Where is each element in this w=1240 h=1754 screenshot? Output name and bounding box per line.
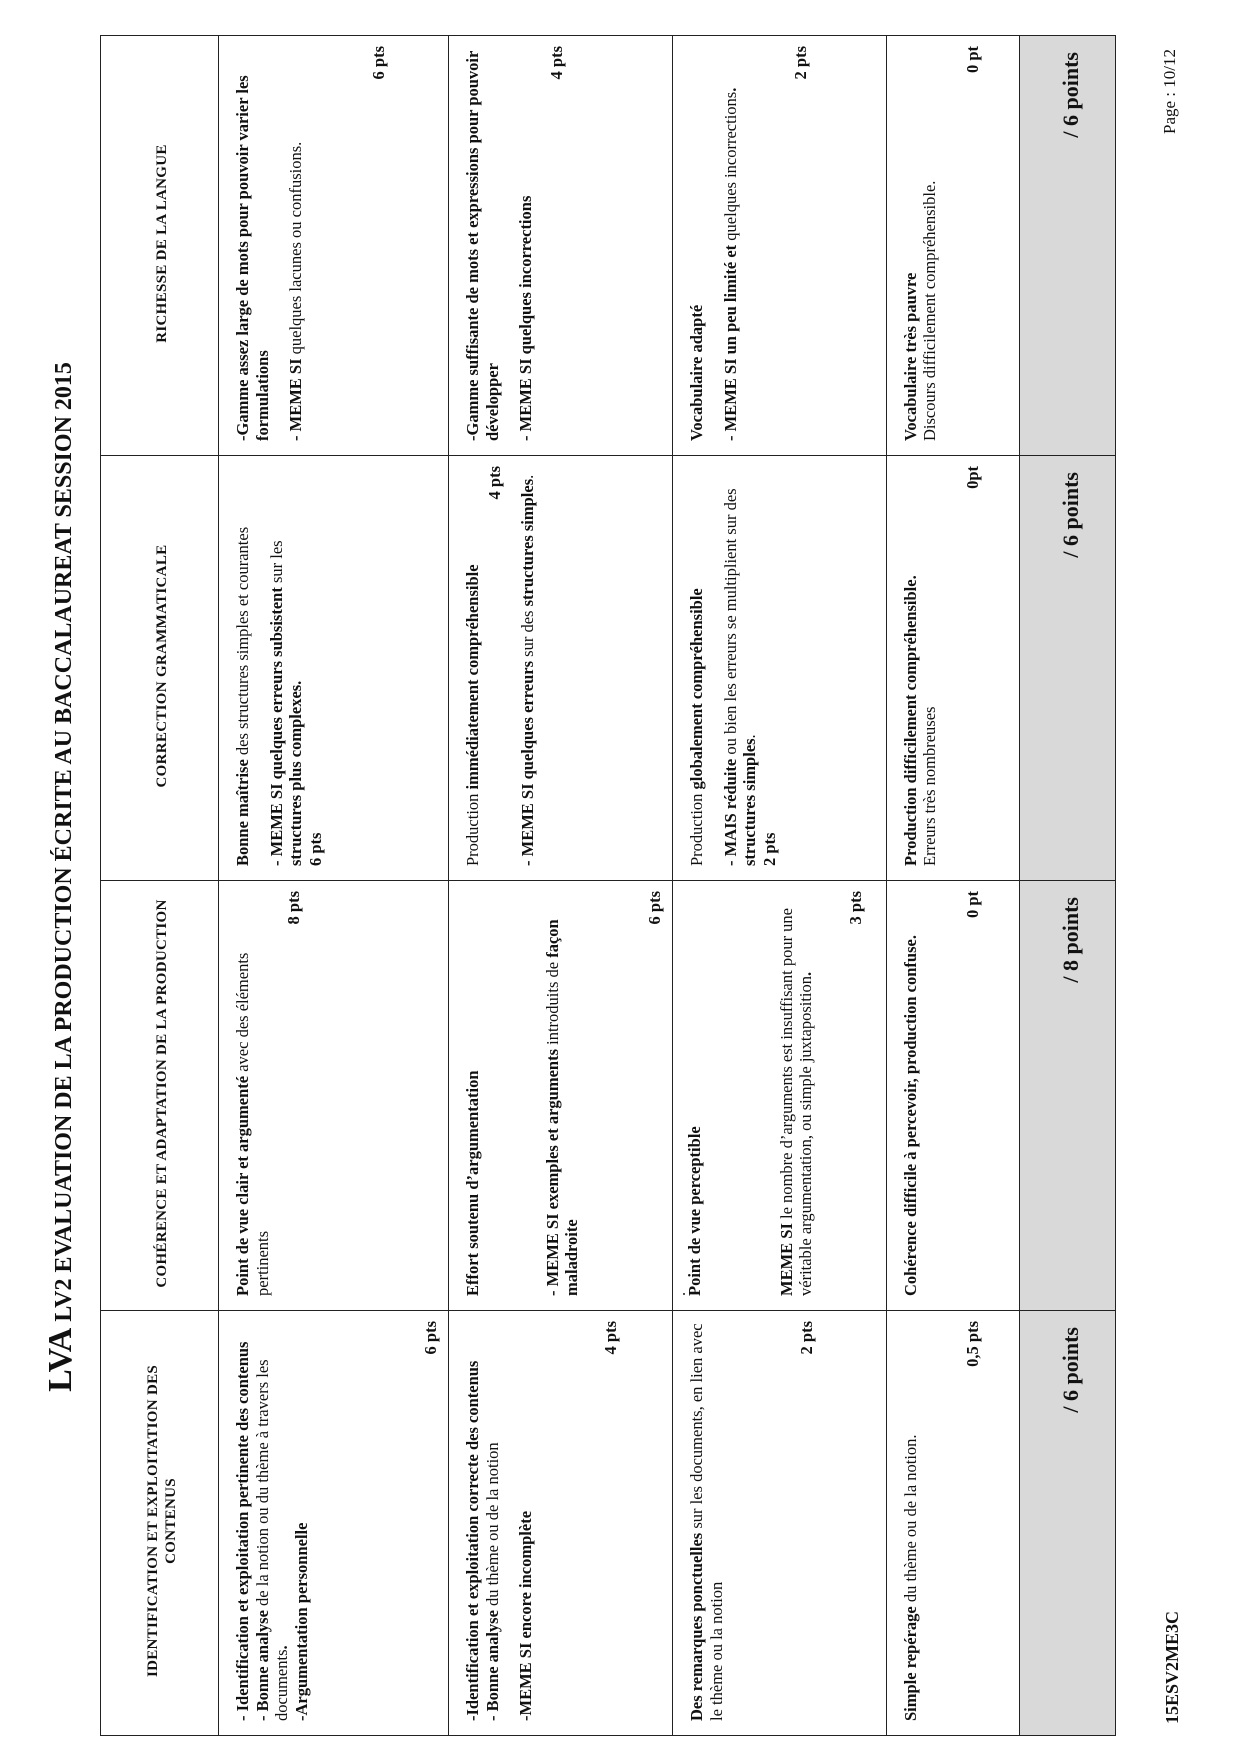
criteria-bold: . — [272, 1645, 292, 1650]
criteria-line — [687, 466, 706, 866]
criteria-cell — [670, 881, 887, 1311]
criteria-text: ou bien les erreurs se multiplient sur des — [720, 488, 740, 759]
criteria-cell — [449, 881, 673, 1311]
criteria-bold: globalement compréhensible — [687, 588, 707, 790]
criteria-bold: Point de vue clair et argumenté — [233, 1075, 253, 1296]
table-row — [449, 36, 673, 1736]
header-coherence: COHÉRENCE ET ADAPTATION DE LA PRODUCTION — [101, 881, 219, 1311]
criteria-bold: façon maladroite — [542, 919, 582, 1296]
points-value: 0pt — [962, 466, 982, 489]
criteria-bold: . — [720, 87, 740, 92]
criteria-line: Erreurs très nombreuses — [920, 706, 940, 866]
criteria-line: -Gamme assez large de mots pour pouvoir varier les formulations — [233, 75, 272, 441]
criteria-line — [267, 466, 306, 866]
criteria-line: -Gamme suffisante de mots et expressions pour pouvoir développer — [463, 50, 502, 441]
criteria-line: Effort soutenu d’argumentation — [463, 1070, 483, 1296]
criteria-line — [286, 46, 305, 441]
criteria-bold: - MAIS réduite — [720, 758, 740, 866]
criteria-text: des structures simples et courantes — [233, 526, 253, 760]
criteria-text: sur des — [518, 606, 538, 661]
header-richesse: RICHESSE DE LA LANGUE — [101, 36, 219, 456]
points-value: 4 pts — [601, 1321, 621, 1355]
criteria-cell — [886, 1311, 1020, 1736]
criteria-text: Production — [463, 789, 483, 866]
criteria-cell — [219, 456, 449, 881]
total-correction: / 6 points — [1020, 456, 1116, 881]
criteria-bold: structures simples — [740, 738, 760, 866]
points-value: 4 pts — [547, 46, 567, 80]
criteria-text: . — [518, 474, 538, 479]
points-value: 3 pts — [846, 891, 866, 925]
points-value: 0 pt — [962, 46, 982, 74]
points-value: 2 pts — [791, 46, 811, 80]
header-correction: CORRECTION GRAMMATICALE — [101, 456, 219, 881]
criteria-line: -MEME SI encore incomplète — [516, 1510, 536, 1721]
criteria-line — [687, 1321, 726, 1721]
criteria-cell — [449, 36, 673, 456]
criteria-bold: Bonne maîtrise — [233, 759, 253, 866]
criteria-line: -Argumentation personnelle — [291, 1522, 311, 1721]
criteria-line: Point de vue perceptible — [685, 1126, 705, 1296]
points-value: 0 pt — [962, 891, 982, 919]
criteria-line — [543, 891, 582, 1296]
criteria-cell — [886, 456, 1020, 881]
points-value: 6 pts — [644, 891, 664, 925]
criteria-bold: - MEME SI quelques erreurs subsistent — [266, 587, 286, 866]
criteria-line: Cohérence difficile à percevoir, production confuse. — [900, 935, 920, 1296]
criteria-line — [721, 466, 760, 866]
points-value: 2 pts — [759, 832, 779, 866]
criteria-line — [721, 46, 740, 441]
totals-row — [1020, 36, 1116, 1736]
criteria-bold: structures simples — [518, 478, 538, 607]
points-value: 6 pts — [305, 832, 325, 866]
criteria-line: Vocabulaire très pauvre — [900, 272, 920, 441]
criteria-text: sur les — [266, 540, 286, 588]
criteria-bold: structures plus complexes. — [286, 680, 306, 866]
criteria-line: -Identification et exploitation correcte des contenus — [463, 1360, 483, 1721]
criteria-cell — [673, 36, 887, 456]
points-value: 8 pts — [284, 891, 304, 925]
criteria-bold: - MEME SI quelques erreurs — [518, 660, 538, 866]
criteria-cell — [673, 1311, 887, 1736]
criteria-line — [483, 1321, 502, 1721]
title-prefix: LVA — [42, 1327, 79, 1392]
criteria-cell — [449, 1311, 673, 1736]
criteria-line — [463, 466, 482, 866]
criteria-text: avec des éléments pertinents — [233, 952, 272, 1296]
criteria-cell — [449, 456, 673, 881]
criteria-line — [253, 1321, 292, 1721]
criteria-bold: immédiatement compréhensible — [463, 564, 483, 790]
stray-dot: . — [670, 1291, 690, 1296]
table-row — [219, 36, 449, 1736]
evaluation-grid — [100, 35, 1116, 1736]
table-row — [886, 36, 1020, 1736]
criteria-text: du thème ou de la notion — [482, 1442, 502, 1611]
criteria-bold: - Bonne analyse — [482, 1610, 502, 1721]
criteria-line: Vocabulaire adapté — [687, 304, 707, 441]
criteria-bold: . — [796, 971, 816, 976]
total-coherence: / 8 points — [1020, 881, 1116, 1311]
criteria-bold: MEME SI — [776, 1223, 796, 1296]
criteria-bold: Des remarques ponctuelles — [687, 1532, 707, 1721]
criteria-line — [777, 891, 816, 1296]
criteria-text: le nombre d’arguments est insuffisant pour une véritable argumentation, ou simple juxtaposition — [776, 907, 816, 1296]
page-number: Page : 10/12 — [1160, 49, 1179, 134]
criteria-bold: - MEME SI — [286, 358, 306, 441]
criteria-text: introduits de — [542, 957, 562, 1049]
document-code: 15ESV2ME3C — [1162, 1610, 1182, 1724]
criteria-cell — [886, 36, 1020, 456]
criteria-cell — [886, 881, 1020, 1311]
criteria-cell — [673, 456, 887, 881]
criteria-text: quelques incorrections — [720, 91, 740, 245]
criteria-cell — [219, 36, 449, 456]
points-value: 6 pts — [420, 1321, 440, 1355]
criteria-line — [233, 891, 272, 1296]
criteria-text: . — [740, 734, 760, 739]
criteria-bold: Simple repérage — [900, 1606, 920, 1721]
title-rest: LV2 EVALUATION DE LA PRODUCTION ÉCRITE AU BACCALAUREAT SESSION 2015 — [51, 362, 77, 1328]
table-row — [673, 36, 887, 1736]
criteria-line — [518, 466, 537, 866]
criteria-line — [233, 466, 252, 866]
criteria-line: Production difficilement compréhensible. — [900, 575, 920, 866]
criteria-line: - MEME SI quelques incorrections — [516, 195, 536, 441]
total-richesse: / 6 points — [1020, 36, 1116, 456]
criteria-text: quelques lacunes ou confusions. — [286, 141, 306, 359]
criteria-text: du thème ou de la notion. — [900, 1434, 920, 1607]
criteria-bold: - MEME SI un peu limité et — [720, 244, 740, 441]
total-identification: / 6 points — [1020, 1311, 1116, 1736]
criteria-cell — [219, 881, 449, 1311]
criteria-text: de la notion ou du thème à travers les documents — [252, 1359, 292, 1721]
points-value: 2 pts — [797, 1321, 817, 1355]
criteria-line: Discours difficilement compréhensible. — [920, 180, 940, 441]
header-identification: IDENTIFICATION ET EXPLOITATION DES CONTENUS — [101, 1311, 219, 1736]
criteria-text: Production — [687, 789, 707, 866]
criteria-bold: - MEME SI exemples et arguments — [542, 1048, 562, 1296]
criteria-cell — [219, 1311, 449, 1736]
criteria-line — [901, 1321, 920, 1721]
page-title — [42, 0, 80, 1754]
points-value: 4 pts — [484, 466, 504, 500]
points-value: 0,5 pts — [962, 1321, 982, 1367]
points-value: 6 pts — [369, 46, 389, 80]
criteria-line: - Identification et exploitation pertinente des contenus — [233, 1341, 253, 1721]
criteria-text: sur les documents, en lien avec le thème ou la notion — [687, 1323, 726, 1721]
criteria-bold: - Bonne analyse — [252, 1610, 272, 1721]
